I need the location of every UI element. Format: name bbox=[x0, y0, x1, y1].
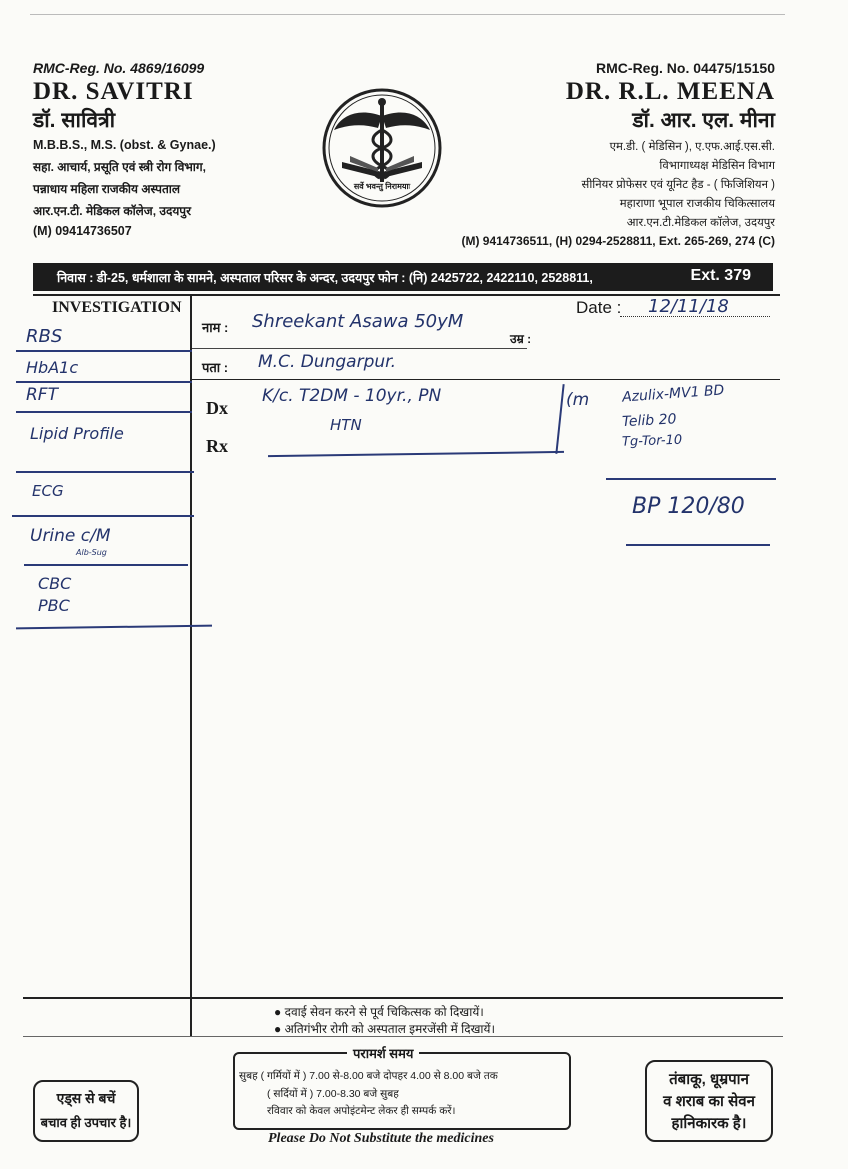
investigation-rule bbox=[16, 471, 194, 473]
date-label: Date : bbox=[576, 298, 622, 317]
footer-top-rule bbox=[23, 997, 783, 999]
emblem-caption: सर्वे भवन्तु निरामयाः bbox=[353, 182, 411, 191]
dx-label: Dx bbox=[206, 398, 228, 418]
tobacco-warning-box bbox=[645, 1060, 773, 1142]
medication-underline bbox=[606, 478, 776, 480]
left-doctor-name: DR. SAVITRI bbox=[33, 78, 194, 105]
investigation-item: HbA1c bbox=[26, 358, 79, 377]
investigation-item: Urine c/M bbox=[30, 526, 111, 546]
medication-item: Tg-Tor-10 bbox=[621, 432, 683, 450]
right-line-4: महाराणा भूपाल राजकीय चिकित्सालय bbox=[619, 198, 775, 210]
investigation-label: INVESTIGATION bbox=[52, 299, 182, 316]
footer-note-1: ● दवाई सेवन करने से पूर्व चिकित्सक को दिखायें। bbox=[274, 1005, 484, 1019]
right-doctor-name: DR. R.L. MEENA bbox=[565, 78, 775, 105]
consult-title: परामर्श समय bbox=[347, 1044, 419, 1062]
left-doctor-block bbox=[33, 60, 323, 238]
investigation-item: ECG bbox=[32, 482, 64, 500]
address-label: पता : bbox=[202, 360, 229, 375]
handwritten-diagnosis-line-1: K/c. T2DM - 10yr., PN bbox=[262, 386, 442, 406]
handwritten-diagnosis-line-2: HTN bbox=[330, 416, 362, 434]
left-mobile: (M) 09414736507 bbox=[33, 224, 132, 238]
investigation-item: Alb-Sug bbox=[76, 548, 107, 557]
aids-line-1: एड्स से बचें bbox=[56, 1090, 116, 1106]
medication-item: Telib 20 bbox=[621, 411, 677, 431]
tobacco-line-1: तंबाकू, धूम्रपान bbox=[669, 1071, 749, 1088]
handwritten-date: 12/11/18 bbox=[648, 296, 729, 317]
age-label: उम्र : bbox=[510, 332, 532, 346]
right-reg-number: RMC-Reg. No. 04475/15150 bbox=[596, 60, 775, 76]
right-line-3: सीनियर प्रोफेसर एवं यूनिट हैड - ( फिजिशियन ) bbox=[581, 179, 775, 191]
rx-label: Rx bbox=[206, 436, 228, 456]
aids-line-2: बचाव ही उपचार है। bbox=[40, 1115, 132, 1130]
handwritten-bp: BP 120/80 bbox=[632, 494, 745, 519]
investigation-rule bbox=[16, 350, 192, 352]
aids-awareness-box bbox=[33, 1080, 139, 1142]
right-doctor-block bbox=[400, 60, 775, 248]
address-row-rule bbox=[192, 379, 780, 380]
left-line-1: सहा. आचार्य, प्रसूति एवं स्त्री रोग विभाग, bbox=[33, 160, 206, 174]
left-line-2: पन्नाधाय महिला राजकीय अस्पताल bbox=[33, 182, 181, 196]
medication-item: Azulix-MV1 BD bbox=[621, 382, 725, 406]
investigation-item: RBS bbox=[26, 326, 63, 347]
rx-underline bbox=[268, 451, 564, 457]
address-text: निवास : डी-25, धर्मशाला के सामने, अस्पताल परिसर के अन्दर, उदयपुर फोन : (नि) 2425722, 2422110, 2528811, bbox=[57, 271, 593, 285]
top-rule bbox=[30, 14, 785, 15]
address-bar bbox=[33, 263, 773, 291]
handwritten-address: M.C. Dungarpur. bbox=[258, 352, 396, 372]
rx-bracket bbox=[555, 384, 564, 454]
investigation-item: Lipid Profile bbox=[30, 424, 124, 443]
right-line-1: एम.डी. ( मेडिसिन ), ए.एफ.आई.एस.सी. bbox=[609, 141, 775, 153]
handwritten-rx-marker: (m bbox=[566, 390, 590, 410]
bp-underline bbox=[626, 544, 770, 546]
investigation-rule bbox=[16, 411, 192, 413]
investigation-column-divider bbox=[190, 296, 192, 1036]
address-ext: Ext. 379 bbox=[690, 267, 751, 284]
investigation-rule bbox=[16, 625, 212, 629]
name-label: नाम : bbox=[202, 320, 229, 335]
consult-line-3: रविवार को केवल अपोइंटमेन्ट लेकर ही सम्पर्क करें। bbox=[267, 1105, 456, 1117]
right-doctor-name-hindi: डॉ. आर. एल. मीना bbox=[632, 109, 775, 132]
right-phones: (M) 9414736511, (H) 0294-2528811, Ext. 265-269, 274 (C) bbox=[461, 234, 775, 248]
investigation-rule bbox=[24, 564, 188, 566]
medication-list bbox=[621, 382, 782, 450]
right-line-2: विभागाध्यक्ष मेडिसिन विभाग bbox=[659, 160, 775, 172]
investigation-item: RFT bbox=[26, 385, 58, 405]
left-doctor-name-hindi: डॉ. सावित्री bbox=[33, 109, 116, 132]
right-line-5: आर.एन.टी.मेडिकल कॉलेज, उदयपुर bbox=[626, 217, 775, 229]
left-qualification: M.B.B.S., M.S. (obst. & Gynae.) bbox=[33, 138, 216, 152]
investigation-rule bbox=[12, 515, 194, 517]
left-reg-number: RMC-Reg. No. 4869/16099 bbox=[33, 60, 205, 76]
left-line-3: आर.एन.टी. मेडिकल कॉलेज, उदयपुर bbox=[33, 204, 192, 218]
investigation-item: CBC bbox=[38, 574, 72, 593]
handwritten-patient-name: Shreekant Asawa 50yM bbox=[252, 311, 464, 332]
tobacco-line-2: व शराब का सेवन bbox=[663, 1093, 755, 1110]
investigation-rule bbox=[16, 381, 192, 383]
footer-note-2: ● अतिगंभीर रोगी को अस्पताल इमरजेंसी में दिखायें। bbox=[274, 1022, 496, 1036]
name-row-rule bbox=[192, 348, 527, 349]
consult-time-box bbox=[233, 1046, 571, 1130]
investigation-item: PBC bbox=[38, 596, 70, 615]
consult-line-2: ( सर्दियों में ) 7.00-8.30 बजे सुबह bbox=[267, 1088, 399, 1100]
substitute-note: Please Do Not Substitute the medicines bbox=[268, 1131, 494, 1146]
consult-line-1: सुबह ( गर्मियों में ) 7.00 से-8.00 बजे दोपहर 4.00 से 8.00 बजे तक bbox=[239, 1070, 498, 1082]
tobacco-line-3: हानिकारक है। bbox=[671, 1115, 747, 1132]
